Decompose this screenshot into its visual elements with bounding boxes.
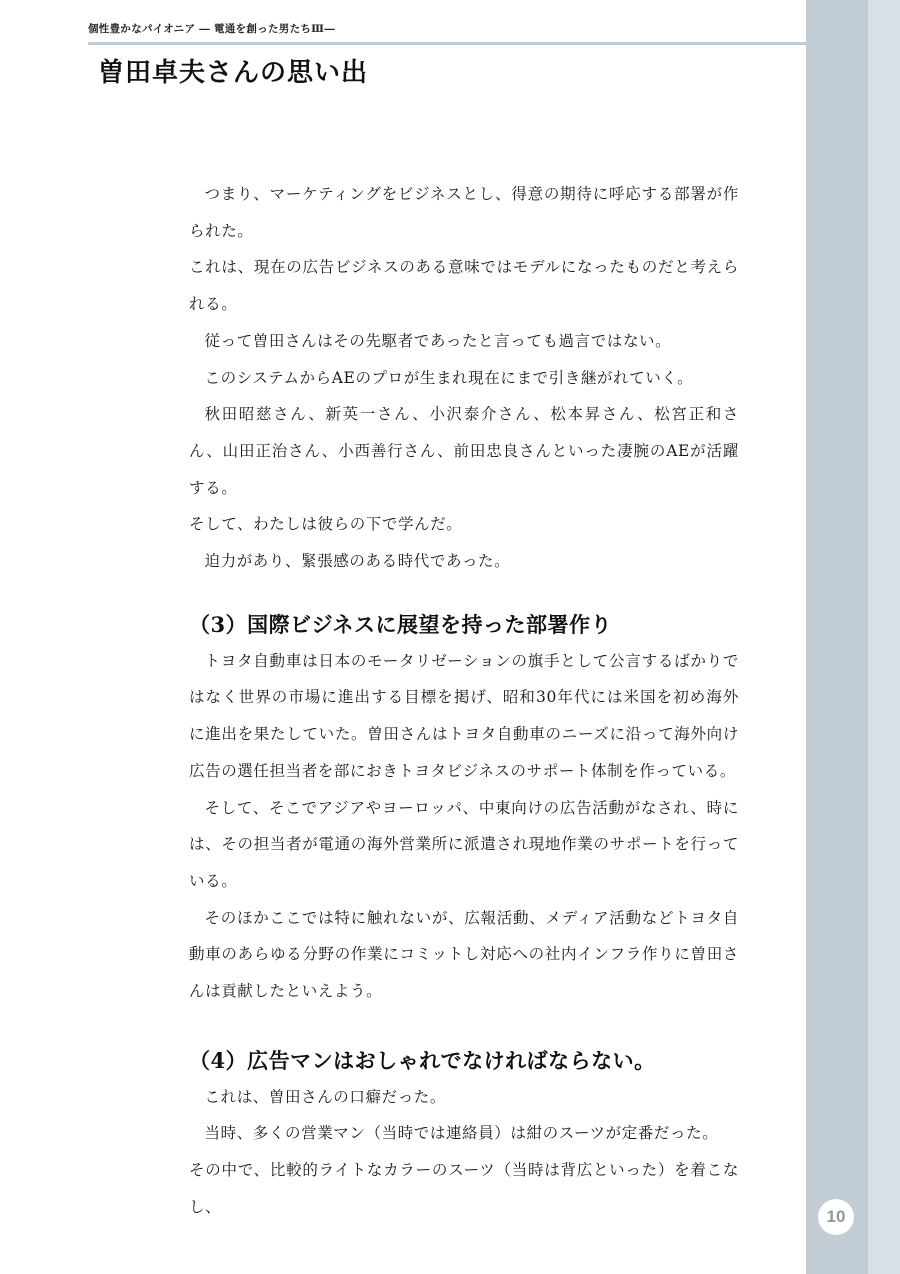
section-4	[189, 1079, 739, 1226]
sidebar-band	[806, 0, 868, 1274]
page-title: 曽田卓夫さんの思い出	[98, 58, 369, 88]
page-number: 10	[818, 1199, 854, 1235]
paragraph: そのほかここでは特に触れないが、広報活動、メディア活動などトヨタ自動車のあらゆる分野の作業にコミットし対応への社内インフラ作りに曽田さんは貢献したといえよう。	[189, 908, 739, 1001]
sidebar-band-edge	[868, 0, 900, 1274]
paragraph: 当時、多くの営業マン（当時では連絡員）は紺のスーツが定番だった。	[204, 1124, 719, 1143]
intro-section	[189, 176, 739, 580]
paragraph: これは、曽田さんの口癖だった。	[204, 1087, 447, 1106]
article-body	[189, 176, 739, 1226]
paragraph: そして、わたしは彼らの下で学んだ。	[189, 515, 463, 534]
paragraph: トヨタ自動車は日本のモータリゼーションの旗手として公言するばかりではなく世界の市場に進出する目標を掲げ、昭和30年代には米国を初め海外に進出を果たしていた。曽田さんはトヨタ自動車のニーズに沿って海外向け広告の選任担当者を部におきトヨタビジネスのサポート体制を作っている。	[189, 651, 739, 780]
paragraph: その中で、比較的ライトなカラーのスーツ（当時は背広といった）を着こなし、	[189, 1161, 739, 1216]
running-head: 個性豊かなパイオニア ― 電通を創った男たちⅢ―	[88, 23, 336, 35]
section-3	[189, 643, 739, 1010]
paragraph: このシステムからAEのプロが生まれ現在にまで引き継がれていく。	[204, 368, 694, 387]
section-heading-3: （3）国際ビジネスに展望を持った部署作り	[189, 611, 612, 637]
header-divider	[88, 42, 806, 45]
paragraph: 秋田昭慈さん、新英一さん、小沢泰介さん、松本昇さん、松宮正和さん、山田正治さん、小西善行さん、前田忠良さんといった凄腕のAEが活躍する。	[189, 405, 739, 497]
section-heading-4: （4）広告マンはおしゃれでなければならない。	[189, 1047, 656, 1073]
paragraph: 迫力があり、緊張感のある時代であった。	[204, 552, 511, 571]
paragraph: つまり、マーケティングをビジネスとし、得意の期待に呼応する部署が作られた。	[189, 185, 739, 240]
paragraph: これは、現在の広告ビジネスのある意味ではモデルになったものだと考えられる。	[189, 258, 739, 314]
paragraph: そして、そこでアジアやヨーロッパ、中東向けの広告活動がなされ、時には、その担当者が電通の海外営業所に派遣され現地作業のサポートを行っている。	[189, 798, 739, 890]
paragraph: 従って曽田さんはその先駆者であったと言っても過言ではない。	[204, 331, 672, 350]
